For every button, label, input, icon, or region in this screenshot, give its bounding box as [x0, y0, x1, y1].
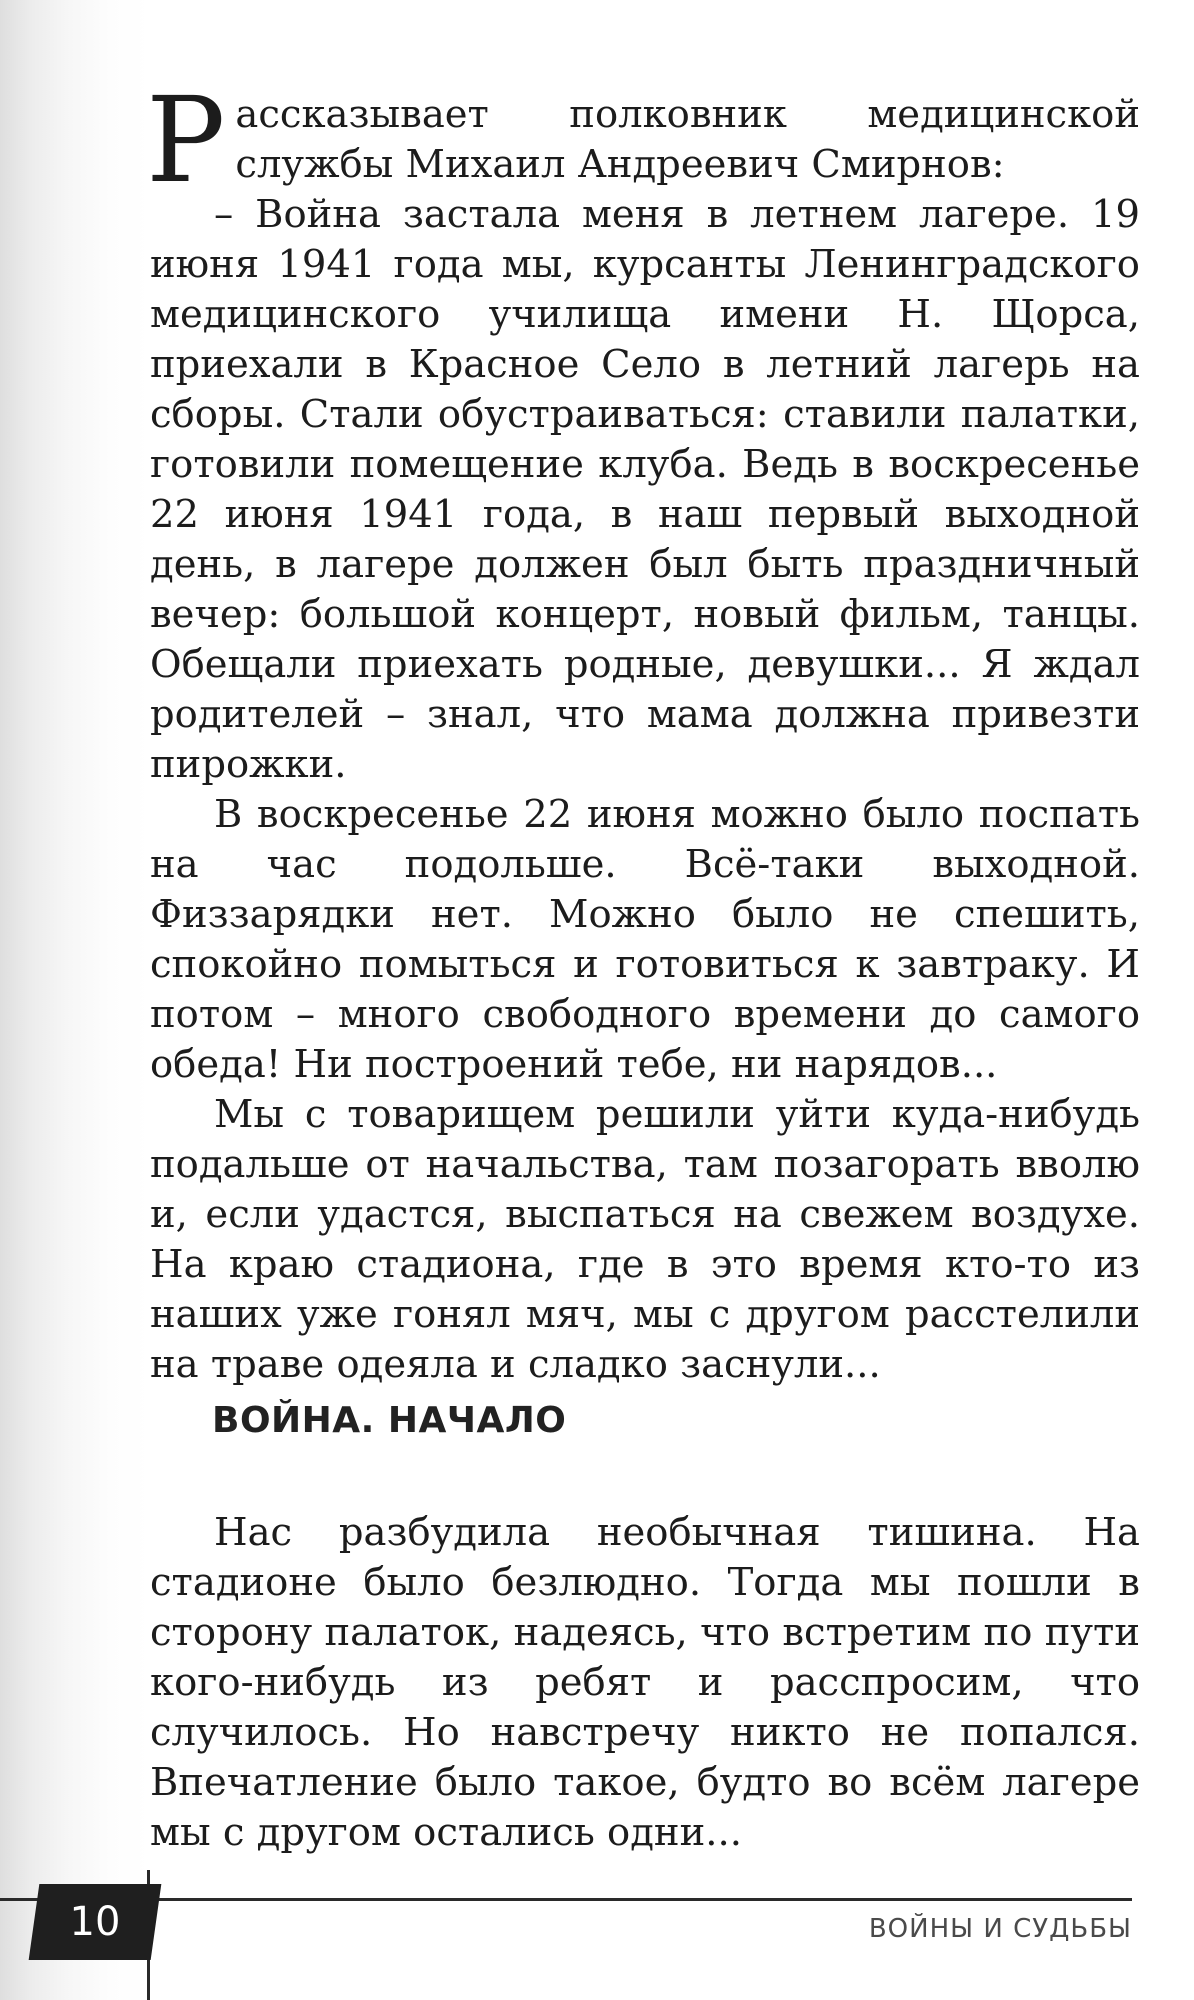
- footer-rule: [0, 1898, 1132, 1901]
- drop-cap: Р: [146, 71, 226, 209]
- page-number: 10: [69, 1899, 121, 1945]
- intro-text: ассказывает полковник медицинской службы Михаил Андреевич Смирнов:: [235, 92, 1140, 187]
- section-text: [150, 1508, 1140, 1858]
- main-text: [146, 71, 1140, 1390]
- paragraph-intro: [146, 71, 1140, 209]
- paragraph-war-began: – Война застала меня в летнем лагере. 19 июня 1941 года мы, курсанты Ленинградского медицинского училища имени Н. Щорса, приехали в Красное Село в летний лагерь на сборы. Стали обустраиваться: ставили палатки, готовили помещение клуба. Ведь в воскресенье 22 июня 1941 года, в наш первый выходной день, в лагере должен был быть праздничный вечер: большой концерт, новый фильм, танцы. Обещали приехать родные, девушки... Я ждал родителей – знал, что мама должна привезти пирожки.: [150, 192, 1140, 787]
- paragraph-sunday: В воскресенье 22 июня можно было поспать на час подольше. Всё-таки выходной. Физзарядки нет. Можно было не спешить, спокойно помыться и готовиться к завтраку. И потом – много свободного времени до самого обеда! Ни построений тебе, ни нарядов...: [150, 792, 1140, 1087]
- paragraph-stadium: Мы с товарищем решили уйти куда-нибудь подальше от начальства, там позагорать вволю и, если удастся, выспаться на свежем воздухе. На краю стадиона, где в это время кто-то из наших уже гонял мяч, мы с другом расстелили на траве одеяла и сладко заснули...: [150, 1092, 1140, 1387]
- running-title: ВОЙНЫ И СУДЬБЫ: [868, 1914, 1132, 1944]
- section-heading: ВОЙНА. НАЧАЛО: [212, 1400, 567, 1441]
- paragraph-silence: Нас разбудила необычная тишина. На стадионе было безлюдно. Тогда мы пошли в сторону палаток, надеясь, что встретим по пути кого-нибудь из ребят и расспросим, что случилось. Но навстречу никто не попался. Впечатление было такое, будто во всём лагере мы с другом остались одни...: [150, 1510, 1140, 1855]
